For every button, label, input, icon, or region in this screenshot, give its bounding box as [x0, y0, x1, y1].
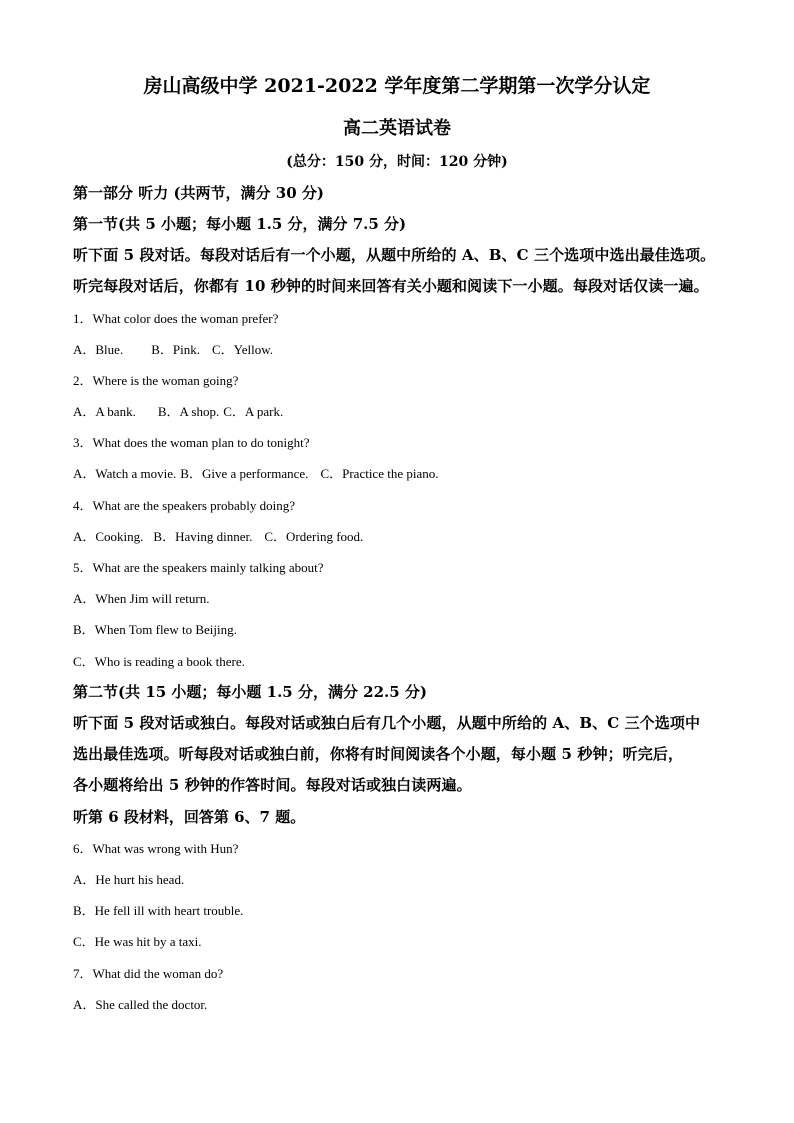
option-c: C．Yellow.	[211, 342, 274, 357]
exam-title: 房山高级中学 2021-2022 学年度第二学期第一次学分认定	[143, 75, 651, 97]
option-c: C．Who is reading a book there.	[73, 654, 245, 669]
question-stem: 4．What are the speakers probably doing?	[73, 498, 296, 513]
section1-instruction-line: 听完每段对话后，你都有 10 秒钟的时间来回答有关小题和阅读下一小题。每段对话仅读一遍。	[73, 277, 709, 295]
section1-heading: 第一节(共 5 小题；每小题 1.5 分，满分 7.5 分)	[73, 215, 407, 233]
option-a: A．He hurt his head.	[73, 872, 185, 887]
question-stem: 6．What was wrong with Hun?	[73, 841, 239, 856]
part1-heading: 第一部分 听力 (共两节，满分 30 分)	[73, 184, 324, 202]
question-stem: 5．What are the speakers mainly talking about?	[73, 560, 324, 575]
exam-subtitle: 高二英语试卷	[343, 118, 451, 139]
option-b: B．When Tom flew to Beijing.	[73, 622, 237, 637]
question-options	[73, 401, 283, 420]
option-a: A．Watch a movie.	[73, 466, 177, 481]
section1-instruction-line: 听下面 5 段对话。每段对话后有一个小题，从题中所给的 A、B、C 三个选项中选出最佳选项。	[73, 246, 716, 264]
score-info: (总分：150 分，时间：120 分钟)	[286, 154, 508, 170]
section2-heading: 第二节(共 15 小题；每小题 1.5 分，满分 22.5 分)	[73, 683, 428, 701]
option-b: B．Give a performance.	[180, 466, 309, 481]
option-c: C．He was hit by a taxi.	[73, 934, 202, 949]
option-b: B．A shop.	[157, 404, 220, 419]
option-a: A．Blue.	[73, 342, 124, 357]
question-options	[73, 526, 363, 545]
material6-heading: 听第 6 段材料，回答第 6、7 题。	[73, 808, 306, 826]
section2-instruction-line: 选出最佳选项。听每段对话或独白前，你将有时间阅读各个小题，每小题 5 秒钟；听完后，	[73, 745, 684, 763]
section2-instruction-line: 各小题将给出 5 秒钟的作答时间。每段对话或独白读两遍。	[73, 776, 472, 794]
question-options	[73, 339, 273, 358]
option-b: B．He fell ill with heart trouble.	[73, 903, 244, 918]
option-a: A．When Jim will return.	[73, 591, 210, 606]
option-c: C．Ordering food.	[264, 529, 364, 544]
question-options	[73, 463, 439, 482]
option-a: A．A bank.	[73, 404, 136, 419]
option-a: A．She called the doctor.	[73, 997, 208, 1012]
question-stem: 3．What does the woman plan to do tonight?	[73, 435, 310, 450]
option-c: C．Practice the piano.	[320, 466, 439, 481]
question-stem: 7．What did the woman do?	[73, 966, 224, 981]
option-b: B．Pink.	[151, 342, 200, 357]
question-stem: 1．What color does the woman prefer?	[73, 311, 279, 326]
section2-instruction-line: 听下面 5 段对话或独白。每段对话或独白后有几个小题，从题中所给的 A、B、C 三个选项中	[73, 714, 701, 732]
option-a: A．Cooking.	[73, 529, 144, 544]
option-b: B．Having dinner.	[153, 529, 253, 544]
question-stem: 2．Where is the woman going?	[73, 373, 239, 388]
option-c: C．A park.	[223, 404, 284, 419]
